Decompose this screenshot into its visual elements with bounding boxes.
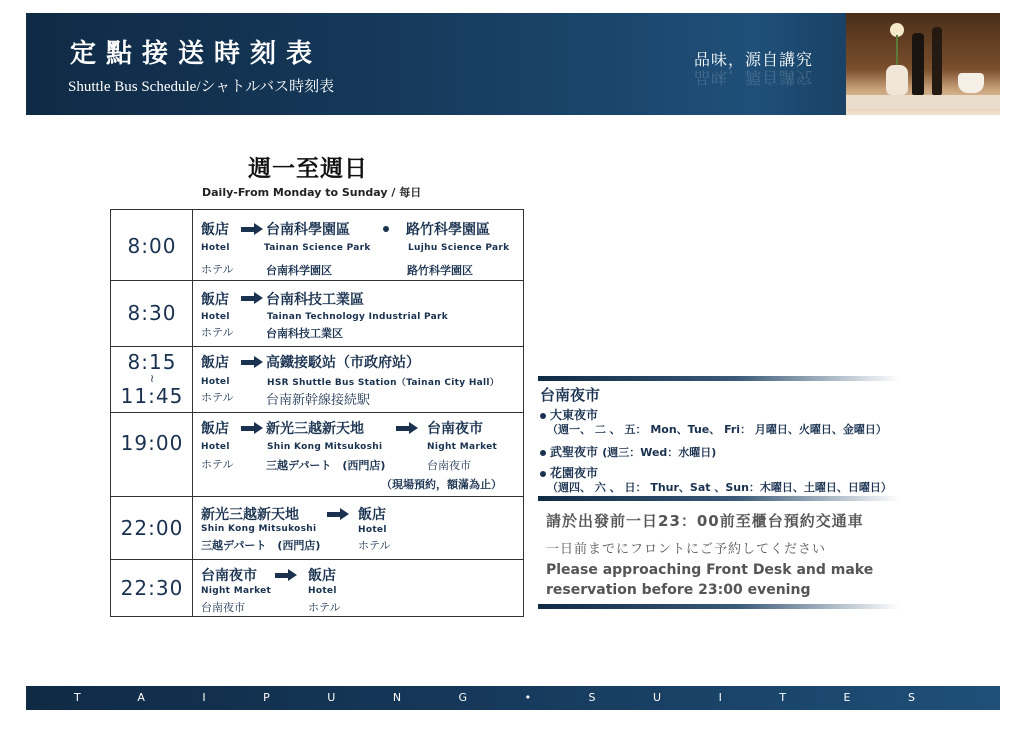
- schedule-row: [111, 280, 523, 346]
- stop-name: 飯店: [308, 568, 336, 584]
- stop-name-jp: 三越デパート (西門店): [201, 539, 321, 552]
- stop-name-en: Shin Kong Mitsukoshi: [201, 524, 317, 534]
- time-cell: [111, 347, 193, 412]
- departure-time: 19:00: [120, 431, 184, 455]
- schedule-row: [111, 559, 523, 616]
- arrow-right-icon: [241, 422, 263, 434]
- stop-name: 飯店: [358, 507, 386, 523]
- tray-image: [846, 95, 1000, 109]
- bullet-dot-icon: [540, 413, 546, 419]
- section-subtitle: Daily-From Monday to Sunday / 每日: [202, 186, 422, 199]
- stop-name-jp: 台南夜市: [201, 601, 245, 614]
- stop-name: 台南夜市: [201, 568, 257, 584]
- night-market-days: （週一、 二 、 五： Mon、Tue、 Fri： 月曜日、火曜日、金曜日）: [547, 423, 887, 436]
- stop-name-jp: ホテル: [201, 263, 234, 276]
- teapot-image: [958, 73, 984, 93]
- night-market-days: （週四、 六 、 日： Thur、Sat 、Sun：木曜日、土曜日、日曜日）: [547, 481, 892, 494]
- arrow-right-icon: [241, 292, 263, 304]
- stop-name-en: HSR Shuttle Bus Station（Tainan City Hall）: [267, 378, 500, 388]
- time-range-separator: ≀: [149, 372, 155, 385]
- time-cell: [111, 210, 193, 280]
- vase-image: [886, 65, 908, 95]
- stop-name-en: Hotel: [201, 312, 230, 322]
- stop-name-en: Shin Kong Mitsukoshi: [267, 442, 383, 452]
- departure-time: 8:00: [127, 234, 177, 258]
- bullet-dot-icon: [540, 450, 546, 456]
- stop-name-jp: ホテル: [201, 458, 234, 471]
- header-banner: [26, 13, 1000, 115]
- stop-name: 飯店: [201, 355, 229, 371]
- stop-name: 飯店: [201, 292, 229, 308]
- bullet-dot-icon: [540, 471, 546, 477]
- stop-name-jp: 路竹科学園区: [407, 264, 473, 277]
- stop-name-jp: ホテル: [201, 391, 234, 404]
- section-title: 週一至週日: [248, 156, 368, 182]
- divider-bar: [538, 376, 900, 381]
- stop-name-en: Tainan Science Park: [264, 243, 371, 253]
- divider-bar: [538, 496, 900, 501]
- night-market-days: (週三：Wed：水曜日): [602, 446, 717, 459]
- departure-time: 8:30: [127, 301, 177, 325]
- brand-name: TAIPUNG•SUITES: [74, 691, 973, 704]
- stop-name-jp: 台南科技工業区: [266, 327, 343, 340]
- arrow-right-icon: [275, 569, 297, 581]
- stop-name: 台南科學園區: [266, 222, 350, 238]
- stop-name-en: Hotel: [358, 525, 387, 535]
- page-title: 定點接送時刻表: [70, 39, 323, 69]
- bottle-image-2: [932, 27, 942, 95]
- arrow-right-icon: [396, 422, 418, 434]
- stop-name-en: Hotel: [201, 442, 230, 452]
- stop-name-jp: 台南夜市: [427, 459, 471, 472]
- reservation-notice-zh: 請於出發前一日23：00前至櫃台預約交通車: [546, 512, 864, 530]
- reservation-note: （現場預約，額滿為止）: [381, 478, 502, 491]
- arrow-right-icon: [327, 508, 349, 520]
- departure-time-end: 11:45: [120, 384, 184, 408]
- reservation-notice-en: [546, 560, 873, 600]
- stop-name-jp: ホテル: [201, 326, 234, 339]
- reservation-notice-en-line2: reservation before 23:00 evening: [546, 582, 811, 598]
- night-market-item: [540, 443, 716, 460]
- slogan-reflection: 品味，源自講究: [694, 68, 814, 87]
- stop-name-jp: 三越デパート (西門店): [266, 459, 386, 472]
- schedule-table: [110, 209, 524, 617]
- stop-name-en: Hotel: [201, 377, 230, 387]
- schedule-row: [111, 412, 523, 496]
- schedule-row: [111, 210, 523, 280]
- stop-name: 飯店: [201, 421, 229, 437]
- stop-name-en: Lujhu Science Park: [408, 243, 510, 253]
- stop-name: 高鐵接駁站（市政府站）: [266, 355, 420, 371]
- slogan: 品味，源自講究: [694, 50, 814, 69]
- stop-name: 台南科技工業區: [266, 292, 364, 308]
- time-cell: [111, 281, 193, 346]
- time-cell: [111, 413, 193, 496]
- stop-name-en: Night Market: [427, 442, 498, 452]
- night-market-name: 武聖夜市: [550, 445, 599, 459]
- stop-name-jp: 台南新幹線接続駅: [266, 393, 371, 408]
- stop-name-jp: 台南科学園区: [266, 264, 332, 277]
- night-market-name: 花園夜市: [550, 466, 599, 480]
- schedule-row: [111, 496, 523, 559]
- reservation-notice-en-line1: Please approaching Front Desk and make: [546, 562, 874, 578]
- reservation-notice-jp: 一日前までにフロントにご予約してください: [546, 542, 827, 557]
- departure-time: 22:00: [120, 516, 184, 540]
- stop-name-en: Night Market: [201, 586, 272, 596]
- stop-name-jp: ホテル: [308, 601, 341, 614]
- stop-name-jp: ホテル: [358, 539, 391, 552]
- header-photo: [846, 13, 1000, 115]
- schedule-row: [111, 346, 523, 412]
- stop-name-en: Tainan Technology Industrial Park: [267, 312, 449, 322]
- footer-banner: [26, 686, 1000, 710]
- stop-name: 新光三越新天地: [201, 507, 299, 523]
- divider-bar: [538, 604, 900, 609]
- departure-time: 22:30: [120, 576, 184, 600]
- stop-name: 新光三越新天地: [266, 421, 364, 437]
- stop-name: 飯店: [201, 222, 229, 238]
- time-cell: [111, 560, 193, 616]
- night-market-name: 大東夜市: [550, 408, 599, 422]
- stop-name-en: Hotel: [201, 243, 230, 253]
- page-subtitle: Shuttle Bus Schedule/シャトルバス時刻表: [68, 79, 335, 95]
- time-cell: [111, 497, 193, 559]
- departure-time-start: 8:15: [127, 350, 177, 374]
- bullet-dot-icon: [383, 226, 389, 232]
- stop-name: 路竹科學園區: [406, 222, 490, 238]
- arrow-right-icon: [241, 356, 263, 368]
- stop-name: 台南夜市: [427, 421, 483, 437]
- stop-name-en: Hotel: [308, 586, 337, 596]
- bottle-image: [912, 33, 924, 95]
- night-market-title: 台南夜市: [540, 386, 601, 404]
- arrow-right-icon: [241, 223, 263, 235]
- flower-stem: [896, 35, 898, 67]
